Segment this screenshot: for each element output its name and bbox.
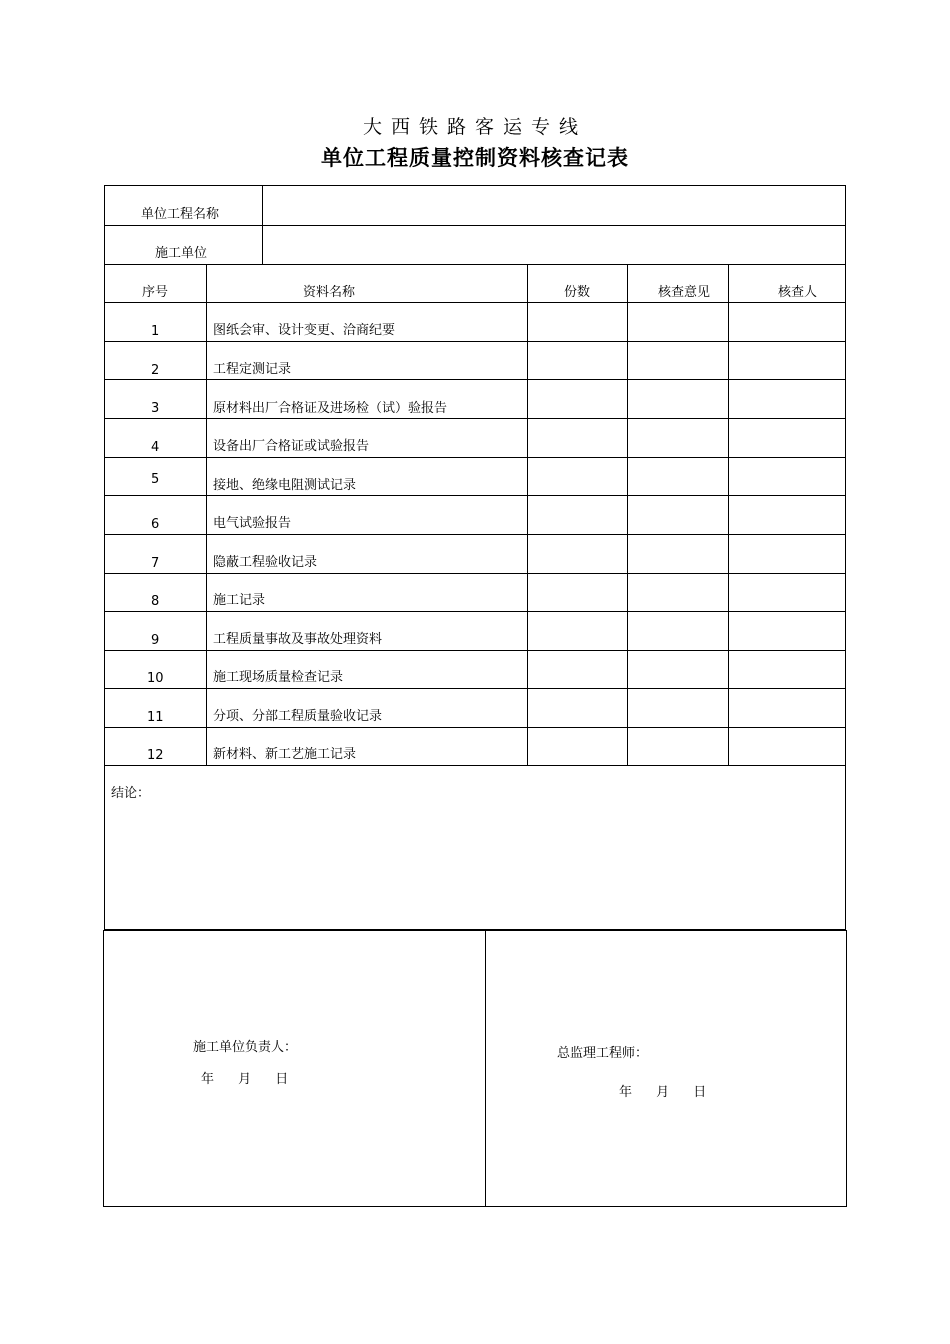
supervisor-sign-date: 年 月 日 [619,1085,707,1100]
row-doc-name: 新材料、新工艺施工记录 [213,747,357,762]
row-doc-name: 电气试验报告 [213,516,292,531]
contractor-label: 施工单位 [155,246,208,261]
row-divider [105,688,845,689]
row-doc-name: 接地、绝缘电阻测试记录 [213,478,357,493]
row-doc-name: 设备出厂合格证或试验报告 [213,439,370,454]
chief-supervisor-label: 总监理工程师： [557,1046,649,1061]
unit-name-label: 单位工程名称 [141,207,220,222]
row-doc-name: 工程定测记录 [213,362,292,377]
checklist-table [104,185,846,930]
row-no: 7 [151,556,160,571]
row-no: 2 [151,363,160,378]
row-divider [105,573,845,574]
col-divider [728,264,729,765]
row-no: 9 [151,633,160,648]
col-divider [627,264,628,765]
conclusion-label: 结论： [111,786,151,801]
row-divider [105,765,845,766]
row-no: 10 [147,671,164,686]
row-no: 5 [151,472,160,487]
col-divider [206,264,207,765]
row-divider [105,225,845,226]
row-no: 8 [151,594,160,609]
row-divider [105,302,845,303]
row-doc-name: 分项、分部工程质量验收记录 [213,709,383,724]
signature-divider [485,931,486,1206]
row-no: 12 [147,748,164,763]
signature-section [103,930,847,1207]
row-divider [105,379,845,380]
row-no: 3 [151,401,160,416]
form-title: 单位工程质量控制资料核查记表 [321,146,629,170]
contractor-sign-date: 年 月 日 [201,1072,289,1087]
row-divider [105,264,845,265]
row-divider [105,650,845,651]
row-divider [105,727,845,728]
row-no: 11 [147,710,164,725]
row-no: 1 [151,324,160,339]
row-doc-name: 原材料出厂合格证及进场检（试）验报告 [213,401,448,416]
col-header-copies: 份数 [564,285,591,300]
col-header-seq: 序号 [142,285,169,300]
project-name: 大西铁路客运专线 [362,116,587,138]
col-header-doc-name: 资料名称 [303,285,356,300]
row-divider [105,418,845,419]
row-doc-name: 施工现场质量检查记录 [213,670,344,685]
col-header-checker: 核查人 [778,285,818,300]
col-divider [527,264,528,765]
contractor-manager-label: 施工单位负责人： [193,1040,298,1055]
row-divider [105,534,845,535]
row-divider [105,495,845,496]
row-divider [105,341,845,342]
row-doc-name: 隐蔽工程验收记录 [213,555,318,570]
row-doc-name: 图纸会审、设计变更、洽商纪要 [213,323,396,338]
row-no: 6 [151,517,160,532]
row-doc-name: 工程质量事故及事故处理资料 [213,632,383,647]
row-no: 4 [151,440,160,455]
row-divider [105,611,845,612]
row-divider [105,457,845,458]
row-doc-name: 施工记录 [213,593,266,608]
col-header-opinion: 核查意见 [658,285,711,300]
